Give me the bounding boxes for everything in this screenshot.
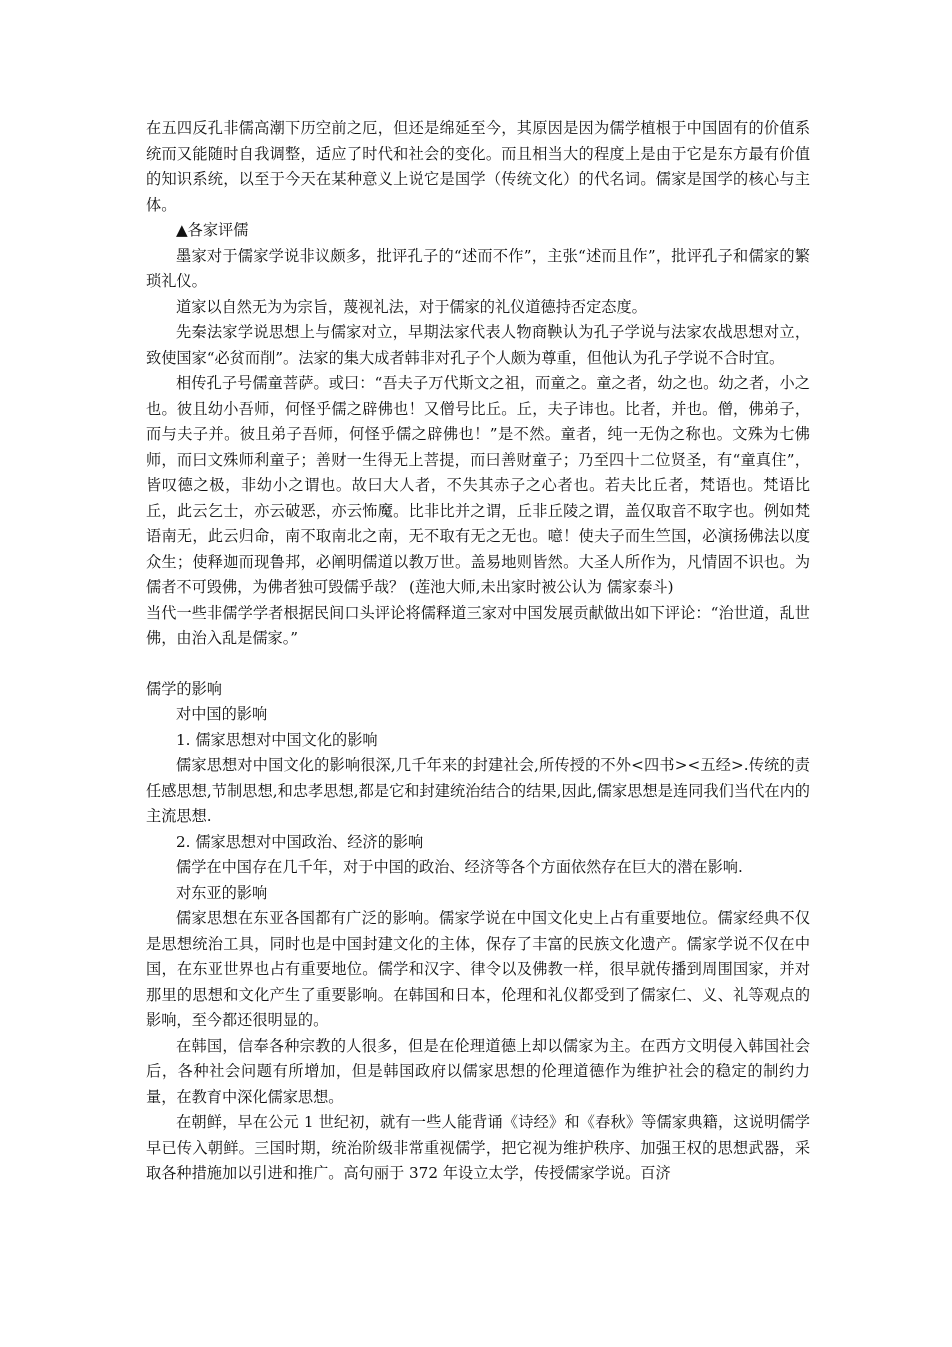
- subheading-culture-influence: 1. 儒家思想对中国文化的影响: [176, 730, 378, 749]
- paragraph-korea: 在韩国，信奉各种宗教的人很多，但是在伦理道德上却以儒家为主。在西方文明侵入韩国社会后，各种社会问题有所增加，但是韩国政府以儒家思想的伦理道德作为维护社会的稳定的制约力量，在教育中深化儒家思想。: [146, 1036, 810, 1106]
- blank-line: [146, 652, 810, 677]
- paragraph-mohism: 墨家对于儒家学说非议颇多，批评孔子的“述而不作”，主张“述而且作”，批评孔子和儒家的繁琐礼仪。: [146, 246, 810, 290]
- paragraph-legalism: 先秦法家学说思想上与儒家对立，早期法家代表人物商鞅认为孔子学说与法家农战思想对立，致使国家“必贫而削”。法家的集大成者韩非对孔子个人颇为尊重，但他认为孔子学说不合时宜。: [146, 323, 810, 367]
- paragraph-east-asia: 儒家思想在东亚各国都有广泛的影响。儒家学说在中国文化史上占有重要地位。儒家经典不仅是思想统治工具，同时也是中国封建文化的主体，保存了丰富的民族文化遗产。儒家学说不仅在中国，在东亚世界也占有重要地位。儒学和汉字、律令以及佛教一样，很早就传播到周围国家，并对那里的思想和文化产生了重要影响。在韩国和日本，伦理和礼仪都受到了儒家仁、义、礼等观点的影响，至今都还很明显的。: [146, 909, 810, 1029]
- document-page: [146, 116, 810, 1187]
- paragraph-daoism: 道家以自然无为为宗旨，蔑视礼法，对于儒家的礼仪道德持否定态度。: [176, 297, 647, 316]
- paragraph-joseon: 在朝鲜，早在公元 1 世纪初，就有一些人能背诵《诗经》和《春秋》等儒家典籍，这说明儒学早已传入朝鲜。三国时期，统治阶级非常重视儒学，把它视为维护秩序、加强王权的思想武器，采取各种措施加以引进和推广。高句丽于 372 年设立太学，传授儒家学说。百济: [146, 1113, 810, 1182]
- paragraph-buddhist-view: 相传孔子号儒童菩萨。或曰：“吾夫子万代斯文之祖，而童之。童之者，幼之也。幼之者，小之也。彼且幼小吾师，何怪乎儒之辟佛也！又僧号比丘。丘，夫子讳也。比者，并也。僧，佛弟子，而与夫子并。彼且弟子吾师，何怪乎儒之辟佛也！”是不然。童者，纯一无伪之称也。文殊为七佛师，而曰文殊师利童子；善财一生得无上菩提，而曰善财童子；乃至四十二位贤圣，有“童真住”，皆叹德之极，非幼小之谓也。故曰大人者，不失其赤子之心者也。若夫比丘者，梵语也。梵语比丘，此云乞士，亦云破恶，亦云怖魔。比非比并之谓，丘非丘陵之谓，盖仅取音不取字也。例如梵语南无，此云归命，南不取南北之南，无不取有无之无也。噫！使夫子而生竺国，必演扬佛法以度众生；使释迦而现鲁邦，必阐明儒道以教万世。盖易地则皆然。大圣人所作为，凡情固不识也。为儒者不可毁佛，为佛者独可毁儒乎哉？ (莲池大师,未出家时被公认为 儒家泰斗): [146, 374, 810, 596]
- subheading-east-asia: 对东亚的影响: [176, 883, 268, 902]
- subheading-china-influence: 对中国的影响: [176, 705, 268, 723]
- paragraph-culture-influence: 儒家思想对中国文化的影响很深,几千年来的封建社会,所传授的不外<四书><五经>.传统的责任感思想,节制思想,和忠孝思想,都是它和封建统治结合的结果,因此,儒家思想是连同我们当代在内的主流思想.: [146, 756, 810, 825]
- paragraph-modern-commentary: 当代一些非儒学学者根据民间口头评论将儒释道三家对中国发展贡献做出如下评论：“治世道，乱世佛，由治入乱是儒家。”: [146, 603, 810, 647]
- paragraph-intro-continuation: 在五四反孔非儒高潮下历空前之厄，但还是绵延至今，其原因是因为儒学植根于中国固有的价值系统而又能随时自我调整，适应了时代和社会的变化。而且相当大的程度上是由于它是东方最有价值的知识系统，以至于今天在某种意义上说它是国学（传统文化）的代名词。儒家是国学的核心与主体。: [146, 119, 810, 214]
- section-heading-influence: 儒学的影响: [146, 679, 222, 698]
- subheading-politics-economy: 2. 儒家思想对中国政治、经济的影响: [176, 832, 424, 851]
- paragraph-politics-economy: 儒学在中国存在几千年，对于中国的政治、经济等各个方面依然存在巨大的潜在影响.: [176, 858, 743, 876]
- section-heading-schools-commentary: ▲各家评儒: [176, 221, 249, 239]
